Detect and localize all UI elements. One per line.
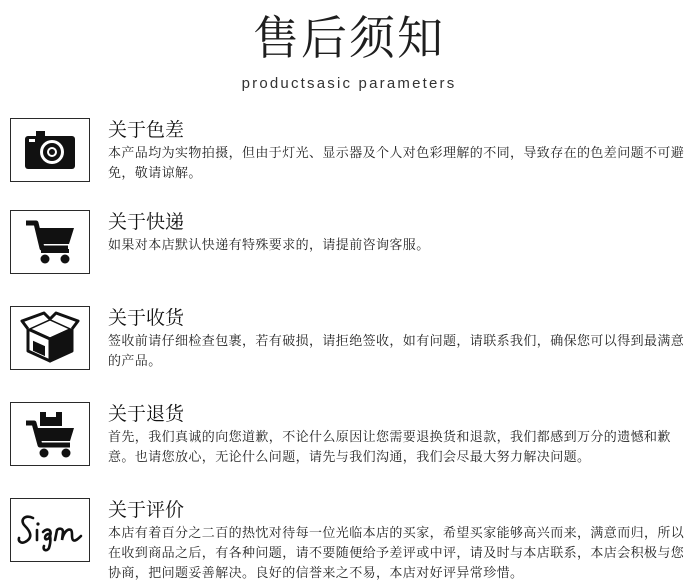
section-title: 关于快递 xyxy=(108,211,185,233)
section-returns xyxy=(0,402,698,468)
section-body: 本店有着百分之二百的热忱对待每一位光临本店的买家，希望买家能够高兴而来，满意而归，所以在收到商品之后，有各种问题，请不要随便给予差评或中评，请及时与本店联系，本店会积极与您协商，把问题妥善解决。良好的信誉来之不易，本店对好评异常珍惜。 xyxy=(108,526,685,581)
section-body: 签收前请仔细检查包裹，若有破损，请拒绝签收，如有问题，请联系我们，确保您可以得到最满意的产品。 xyxy=(108,334,685,369)
section-title: 关于退货 xyxy=(108,403,185,425)
section-title: 关于收货 xyxy=(108,307,185,329)
icon-frame xyxy=(10,306,90,370)
icon-frame xyxy=(10,402,90,466)
page-title: 售后须知 xyxy=(253,11,445,65)
section-color-difference xyxy=(0,118,698,184)
icon-frame xyxy=(10,498,90,562)
icon-frame xyxy=(10,210,90,274)
icon-frame xyxy=(10,118,90,182)
section-reviews xyxy=(0,498,698,582)
camera-icon xyxy=(22,129,78,171)
cart-with-box-icon xyxy=(22,409,78,459)
section-receiving xyxy=(0,306,698,372)
section-title: 关于评价 xyxy=(108,499,185,521)
shopping-cart-icon xyxy=(22,218,78,266)
package-box-icon xyxy=(20,311,80,365)
page-subtitle: productsasic parameters xyxy=(241,75,457,92)
section-title: 关于色差 xyxy=(108,119,185,141)
signature-icon xyxy=(15,508,85,552)
section-body: 首先，我们真诚的向您道歉，不论什么原因让您需要退换货和退款，我们都感到万分的遗憾和歉意。也请您放心，无论什么问题，请先与我们沟通，我们会尽最大努力解决问题。 xyxy=(108,430,671,465)
section-body: 如果对本店默认快递有特殊要求的，请提前咨询客服。 xyxy=(108,238,430,253)
section-body: 本产品均为实物拍摄，但由于灯光、显示器及个人对色彩理解的不同，导致存在的色差问题不可避免，敬请谅解。 xyxy=(108,146,685,181)
section-delivery xyxy=(0,210,698,276)
